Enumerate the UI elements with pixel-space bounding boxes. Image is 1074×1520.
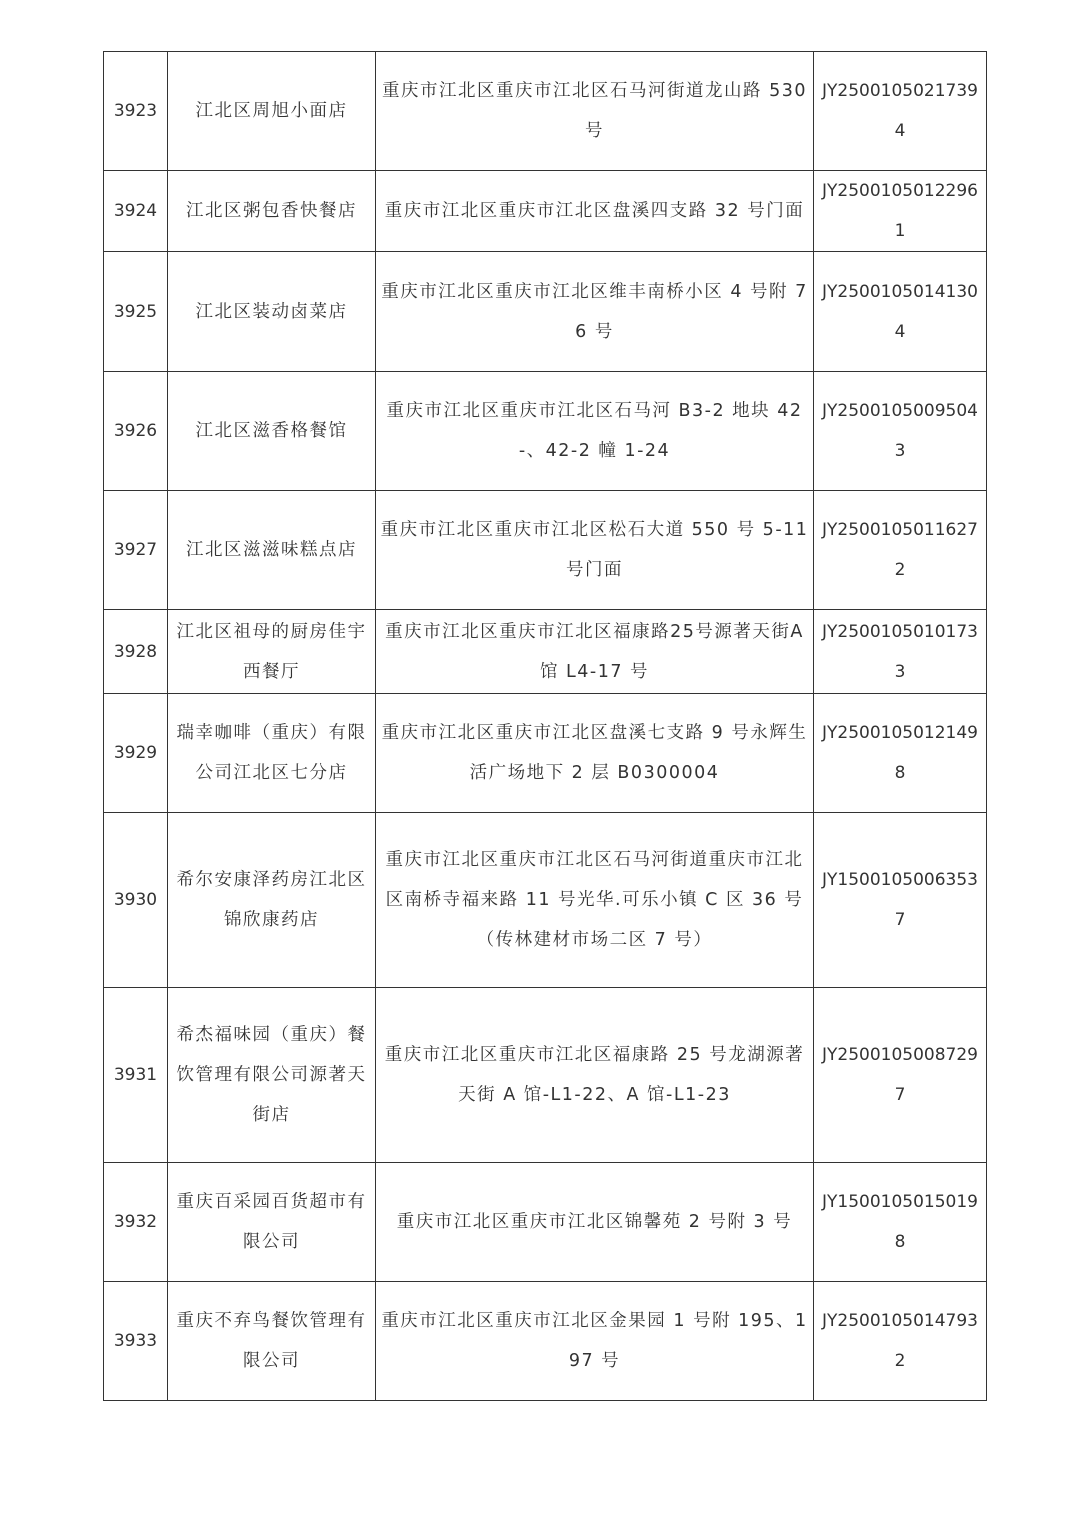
business-address: 重庆市江北区重庆市江北区福康路 25 号龙湖源著天街 A 馆-L1-22、A 馆-L1-23 [376,988,814,1163]
table-row [104,52,987,171]
business-address: 重庆市江北区重庆市江北区维丰南桥小区 4 号附 76 号 [376,252,814,372]
business-name: 江北区周旭小面店 [168,52,376,171]
row-number: 3931 [104,988,168,1163]
table-row [104,372,987,491]
license-number: JY25001050141304 [814,252,987,372]
business-name: 希尔安康泽药房江北区锦欣康药店 [168,813,376,988]
license-number: JY25001050121498 [814,694,987,813]
business-name: 江北区滋香格餐馆 [168,372,376,491]
business-address: 重庆市江北区重庆市江北区盘溪七支路 9 号永辉生活广场地下 2 层 B0300004 [376,694,814,813]
registry-table [103,51,987,1401]
row-number: 3928 [104,610,168,694]
license-number: JY25001050217394 [814,52,987,171]
business-name: 江北区装动卤菜店 [168,252,376,372]
license-number: JY25001050147932 [814,1282,987,1401]
table-row [104,988,987,1163]
business-address: 重庆市江北区重庆市江北区石马河街道龙山路 530 号 [376,52,814,171]
license-number: JY25001050101733 [814,610,987,694]
row-number: 3927 [104,491,168,610]
business-name: 江北区滋滋味糕点店 [168,491,376,610]
business-address: 重庆市江北区重庆市江北区松石大道 550 号 5-11 号门面 [376,491,814,610]
license-number: JY25001050122961 [814,171,987,252]
table-row [104,610,987,694]
license-number: JY25001050095043 [814,372,987,491]
business-name: 重庆百采园百货超市有限公司 [168,1163,376,1282]
table-row [104,1282,987,1401]
table-row [104,171,987,252]
business-address: 重庆市江北区重庆市江北区锦馨苑 2 号附 3 号 [376,1163,814,1282]
row-number: 3929 [104,694,168,813]
license-number: JY15001050063537 [814,813,987,988]
business-name: 希杰福味园（重庆）餐饮管理有限公司源著天街店 [168,988,376,1163]
row-number: 3932 [104,1163,168,1282]
table-row [104,491,987,610]
row-number: 3933 [104,1282,168,1401]
business-address: 重庆市江北区重庆市江北区金果园 1 号附 195、197 号 [376,1282,814,1401]
table-row [104,694,987,813]
table-row [104,813,987,988]
license-number: JY15001050150198 [814,1163,987,1282]
table-row [104,252,987,372]
row-number: 3923 [104,52,168,171]
table-row [104,1163,987,1282]
license-number: JY25001050116272 [814,491,987,610]
business-name: 江北区祖母的厨房佳宇西餐厅 [168,610,376,694]
business-name: 重庆不弃鸟餐饮管理有限公司 [168,1282,376,1401]
row-number: 3930 [104,813,168,988]
row-number: 3925 [104,252,168,372]
business-name: 江北区粥包香快餐店 [168,171,376,252]
business-name: 瑞幸咖啡（重庆）有限公司江北区七分店 [168,694,376,813]
row-number: 3926 [104,372,168,491]
business-address: 重庆市江北区重庆市江北区石马河街道重庆市江北区南桥寺福来路 11 号光华.可乐小镇 C 区 36 号（传林建材市场二区 7 号） [376,813,814,988]
row-number: 3924 [104,171,168,252]
license-number: JY25001050087297 [814,988,987,1163]
business-address: 重庆市江北区重庆市江北区盘溪四支路 32 号门面 [376,171,814,252]
business-address: 重庆市江北区重庆市江北区福康路25号源著天街A馆 L4-17 号 [376,610,814,694]
business-address: 重庆市江北区重庆市江北区石马河 B3-2 地块 42-、42-2 幢 1-24 [376,372,814,491]
